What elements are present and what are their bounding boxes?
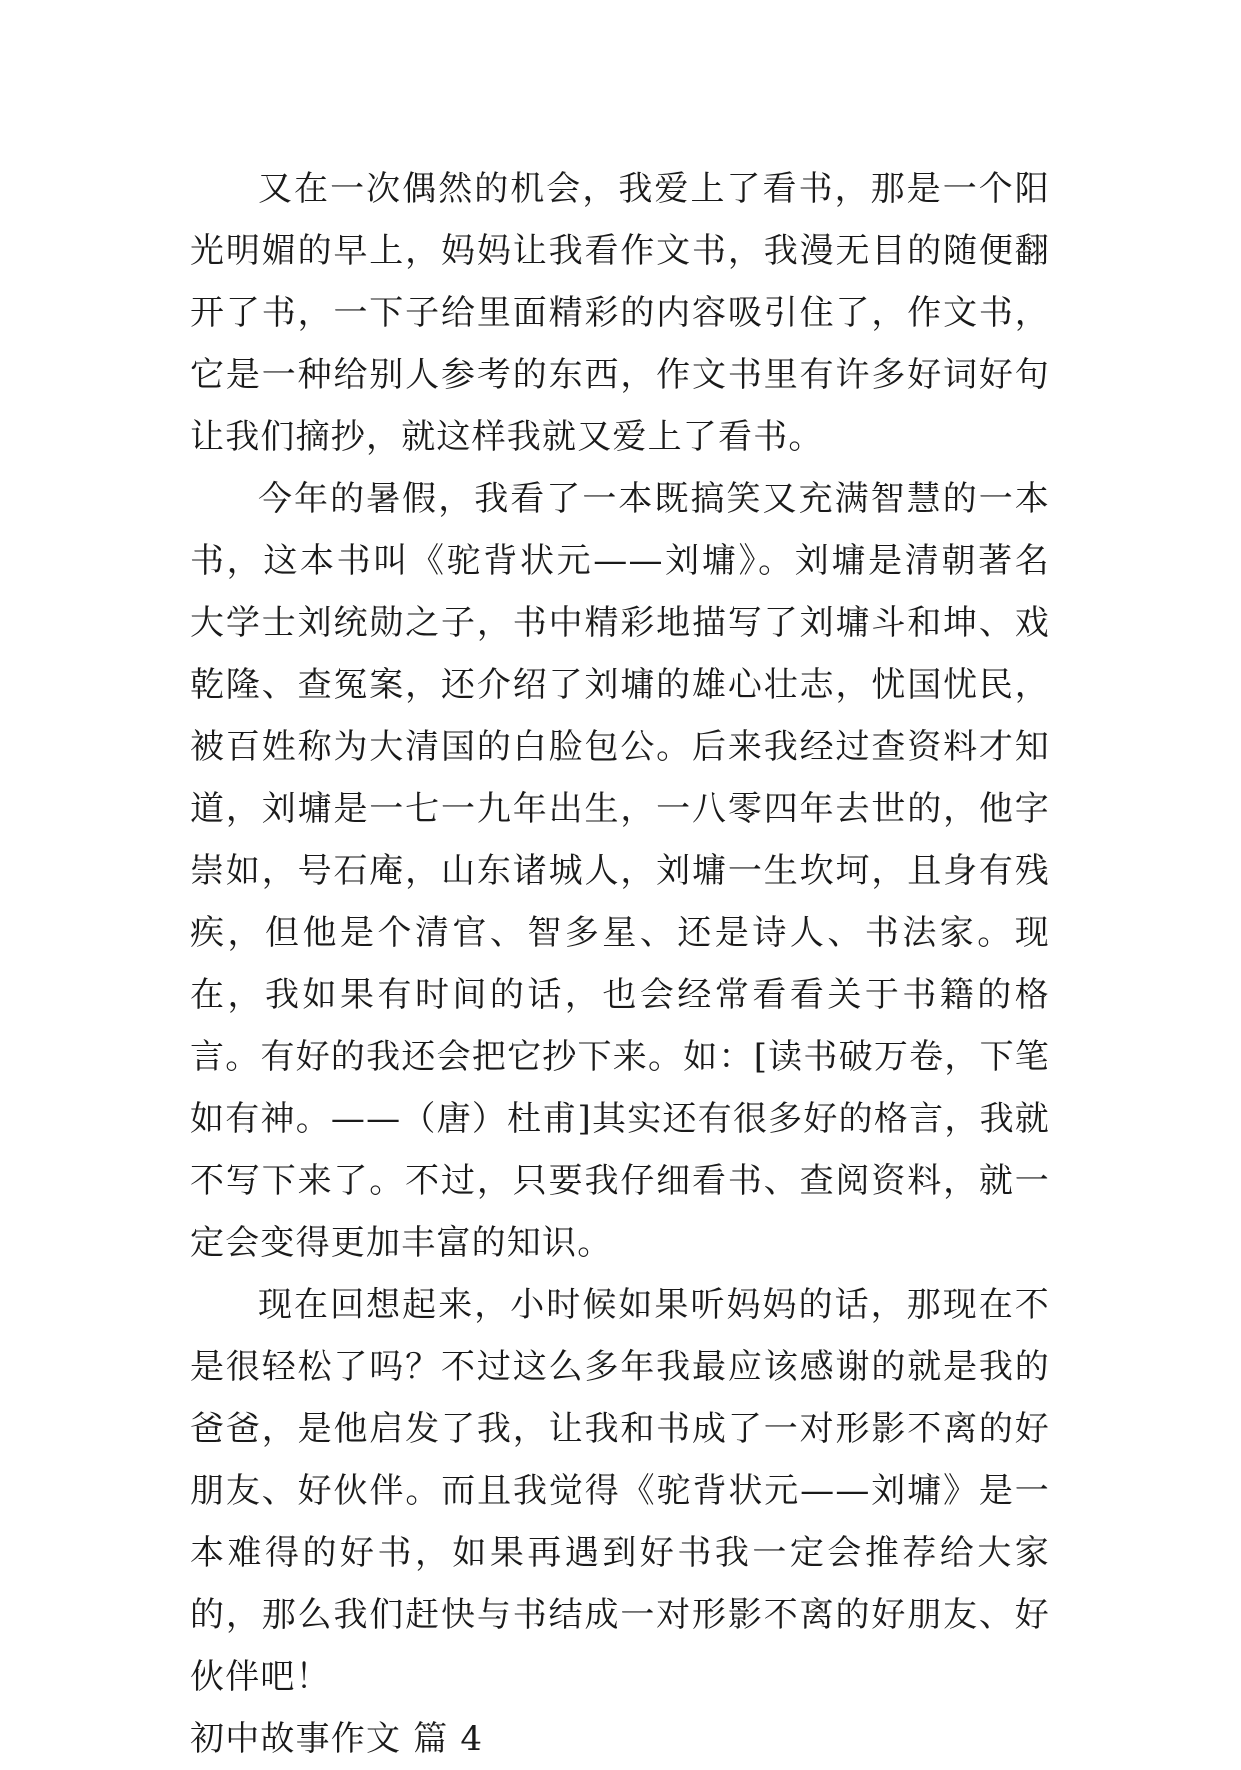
paragraph-reflection: 现在回想起来，小时候如果听妈妈的话，那现在不是很轻松了吗？不过这么多年我最应该感谢的就是我的爸爸，是他启发了我，让我和书成了一对形影不离的好朋友、好伙伴。而且我觉得《驼背状元——刘墉》是一本难得的好书，如果再遇到好书我一定会推荐给大家的，那么我们赶快与书结成一对形影不离的好朋友、好伙伴吧！: [190, 1285, 1050, 1697]
paragraph-reading-discovery: 又在一次偶然的机会，我爱上了看书，那是一个阳光明媚的早上，妈妈让我看作文书，我漫无目的随便翻开了书，一下子给里面精彩的内容吸引住了，作文书，它是一种给别人参考的东西，作文书里有许多好词好句让我们摘抄，就这样我就又爱上了看书。: [190, 169, 1050, 457]
paragraph-liu-yong-book: 今年的暑假，我看了一本既搞笑又充满智慧的一本书，这本书叫《驼背状元——刘墉》。刘墉是清朝著名大学士刘统勋之子，书中精彩地描写了刘墉斗和坤、戏乾隆、查冤案，还介绍了刘墉的雄心壮志，忧国忧民，被百姓称为大清国的白脸包公。后来我经过查资料才知道，刘墉是一七一九年出生，一八零四年去世的，他字崇如，号石庵，山东诸城人，刘墉一生坎坷，且身有残疾，但他是个清官、智多星、还是诗人、书法家。现在，我如果有时间的话，也会经常看看关于书籍的格言。有好的我还会把它抄下来。如：[读书破万卷，下笔如有神。——（唐）杜甫]其实还有很多好的格言，我就不写下来了。不过，只要我仔细看书、查阅资料，就一定会变得更加丰富的知识。: [190, 479, 1050, 1263]
document-body: [190, 158, 1050, 1770]
section-heading: 初中故事作文 篇 4: [190, 1719, 484, 1759]
